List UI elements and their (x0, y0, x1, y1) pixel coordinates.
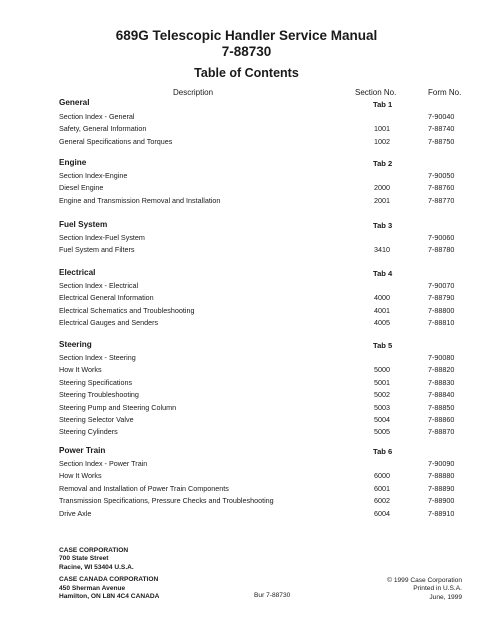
toc-row-form-number: 7-88800 (428, 305, 455, 315)
toc-row-section-number: 1002 (374, 136, 390, 146)
toc-row-description: Steering Specifications (59, 377, 133, 387)
toc-row-form-number: 7-88740 (428, 124, 455, 134)
toc-row (0, 427, 493, 439)
toc-row-form-number: 7-88840 (428, 390, 455, 400)
toc-row-description: Steering Selector Valve (59, 415, 134, 424)
copyright-text: © 1999 Case Corporation (387, 577, 462, 584)
toc-title: Table of Contents (194, 66, 299, 80)
page-title-line2: 7-88730 (221, 44, 272, 59)
toc-row-section-number: 6001 (374, 483, 390, 493)
section-tab-label: Tab 5 (373, 341, 393, 350)
section-tab-label: Tab 6 (373, 447, 393, 456)
toc-row-description: How It Works (59, 365, 102, 375)
toc-row (0, 378, 493, 390)
section-tab-label: Tab 1 (373, 100, 393, 109)
corp2-name: CASE CANADA CORPORATION (59, 576, 159, 584)
toc-row-description: Diesel Engine (59, 183, 104, 193)
toc-row-section-number: 1001 (374, 124, 390, 134)
toc-row (0, 471, 493, 483)
toc-row-section-number: 6004 (374, 508, 390, 518)
toc-row-section-number: 5001 (374, 377, 390, 387)
toc-row-description: Fuel System and Filters (59, 245, 135, 255)
corp2-address-line1: 450 Sherman Avenue (59, 584, 126, 592)
footer-copyright-block (361, 577, 462, 602)
toc-row (0, 124, 493, 136)
toc-row-form-number: 7-90090 (428, 459, 455, 468)
toc-row-section-number: 4001 (374, 305, 390, 315)
toc-row-description: Transmission Specifications, Pressure Checks and Troubleshooting (59, 496, 274, 506)
toc-row-description: Drive Axle (59, 508, 92, 518)
toc-row-form-number: 7-88810 (428, 318, 455, 328)
column-header-section-no: Section No. (355, 88, 397, 97)
toc-row-description: Safety, General Information (59, 124, 147, 134)
toc-row-section-number: 5000 (374, 365, 390, 375)
toc-row-form-number: 7-90040 (428, 112, 455, 121)
corp1-address-line1: 700 State Street (59, 555, 109, 563)
toc-row (0, 496, 493, 508)
toc-row-description: Removal and Installation of Power Train Components (59, 483, 229, 493)
toc-row-form-number: 7-88910 (428, 508, 455, 518)
page-title-line1: 689G Telescopic Handler Service Manual (115, 28, 378, 43)
section-heading: Electrical (59, 268, 96, 277)
toc-row-form-number: 7-88870 (428, 427, 455, 437)
toc-row-description: Section Index - Power Train (59, 459, 148, 468)
toc-row-section-number: 6002 (374, 496, 390, 506)
toc-row-form-number: 7-88850 (428, 402, 455, 412)
section-heading: Power Train (59, 446, 106, 455)
toc-row-description: Section Index - General (59, 112, 135, 121)
column-header-description: Description (173, 88, 214, 97)
toc-row (0, 459, 493, 471)
toc-row-section-number: 5002 (374, 390, 390, 400)
toc-row-form-number: 7-88750 (428, 136, 455, 146)
column-header-form-no: Form No. (428, 88, 462, 97)
toc-row-section-number: 5004 (374, 415, 390, 424)
corp1-name: CASE CORPORATION (59, 547, 129, 554)
toc-row-form-number: 7-88900 (428, 496, 455, 506)
toc-row-form-number: 7-88790 (428, 293, 455, 303)
toc-row-form-number: 7-88890 (428, 483, 455, 493)
toc-row (0, 137, 493, 149)
toc-row-form-number: 7-90070 (428, 281, 455, 290)
toc-row (0, 112, 493, 124)
toc-row-description: Section Index-Engine (59, 171, 128, 180)
toc-row-description: Electrical Gauges and Senders (59, 318, 159, 328)
toc-row-description: General Specifications and Torques (59, 136, 173, 146)
toc-row (0, 484, 493, 496)
toc-row (0, 245, 493, 257)
toc-row (0, 415, 493, 427)
section-tab-label: Tab 4 (373, 269, 393, 278)
toc-row (0, 281, 493, 293)
toc-row (0, 306, 493, 318)
toc-row-description: Steering Troubleshooting (59, 390, 139, 400)
toc-row-section-number: 5003 (374, 402, 390, 412)
toc-row (0, 183, 493, 195)
toc-row (0, 509, 493, 521)
section-tab-label: Tab 3 (373, 221, 393, 230)
toc-row-form-number: 7-88780 (428, 245, 455, 255)
toc-row-form-number: 7-88760 (428, 183, 455, 193)
toc-row-form-number: 7-90080 (428, 353, 455, 362)
toc-row (0, 233, 493, 245)
date-text: June, 1999 (429, 593, 462, 601)
section-heading: Fuel System (59, 220, 108, 229)
toc-row (0, 390, 493, 402)
toc-row-form-number: 7-88770 (428, 195, 455, 205)
toc-row-description: Electrical Schematics and Troubleshooting (59, 305, 195, 315)
toc-row-section-number: 2000 (374, 183, 390, 193)
toc-row-section-number: 4000 (374, 293, 390, 303)
toc-row-form-number: 7-88880 (428, 471, 455, 481)
toc-row (0, 171, 493, 183)
toc-row-form-number: 7-88820 (428, 365, 455, 375)
toc-row-description: Steering Cylinders (59, 427, 118, 437)
section-heading: General (59, 98, 90, 107)
toc-row (0, 293, 493, 305)
toc-row (0, 403, 493, 415)
section-heading: Engine (59, 158, 87, 167)
section-tab-label: Tab 2 (373, 159, 393, 168)
toc-row-form-number: 7-88860 (428, 415, 455, 424)
toc-row (0, 365, 493, 377)
toc-row (0, 196, 493, 208)
toc-row (0, 318, 493, 330)
toc-row-section-number: 5005 (374, 427, 390, 437)
toc-row-form-number: 7-90050 (428, 171, 455, 180)
footer-bur-number: Bur 7-88730 (254, 592, 291, 599)
toc-row-section-number: 6000 (374, 471, 390, 481)
toc-row-section-number: 2001 (374, 195, 390, 205)
toc-row-description: Section Index - Electrical (59, 281, 139, 290)
toc-row (0, 353, 493, 365)
printed-in-text: Printed in U.S.A. (413, 585, 462, 593)
toc-row-form-number: 7-88830 (428, 377, 455, 387)
toc-row-form-number: 7-90060 (428, 233, 455, 242)
corp1-address-line2: Racine, WI 53404 U.S.A. (59, 563, 134, 571)
toc-row-description: How It Works (59, 471, 102, 481)
toc-row-description: Section Index-Fuel System (59, 233, 145, 242)
toc-row-section-number: 4005 (374, 318, 390, 328)
corp2-address-line2: Hamilton, ON L8N 4C4 CANADA (59, 593, 160, 601)
section-heading: Steering (59, 340, 92, 349)
footer-address-block (59, 547, 159, 601)
toc-row-description: Steering Pump and Steering Column (59, 402, 177, 412)
toc-row-description: Engine and Transmission Removal and Installation (59, 195, 221, 205)
toc-row-description: Electrical General Information (59, 293, 154, 303)
toc-row-description: Section Index - Steering (59, 353, 136, 362)
toc-row-section-number: 3410 (374, 245, 390, 255)
